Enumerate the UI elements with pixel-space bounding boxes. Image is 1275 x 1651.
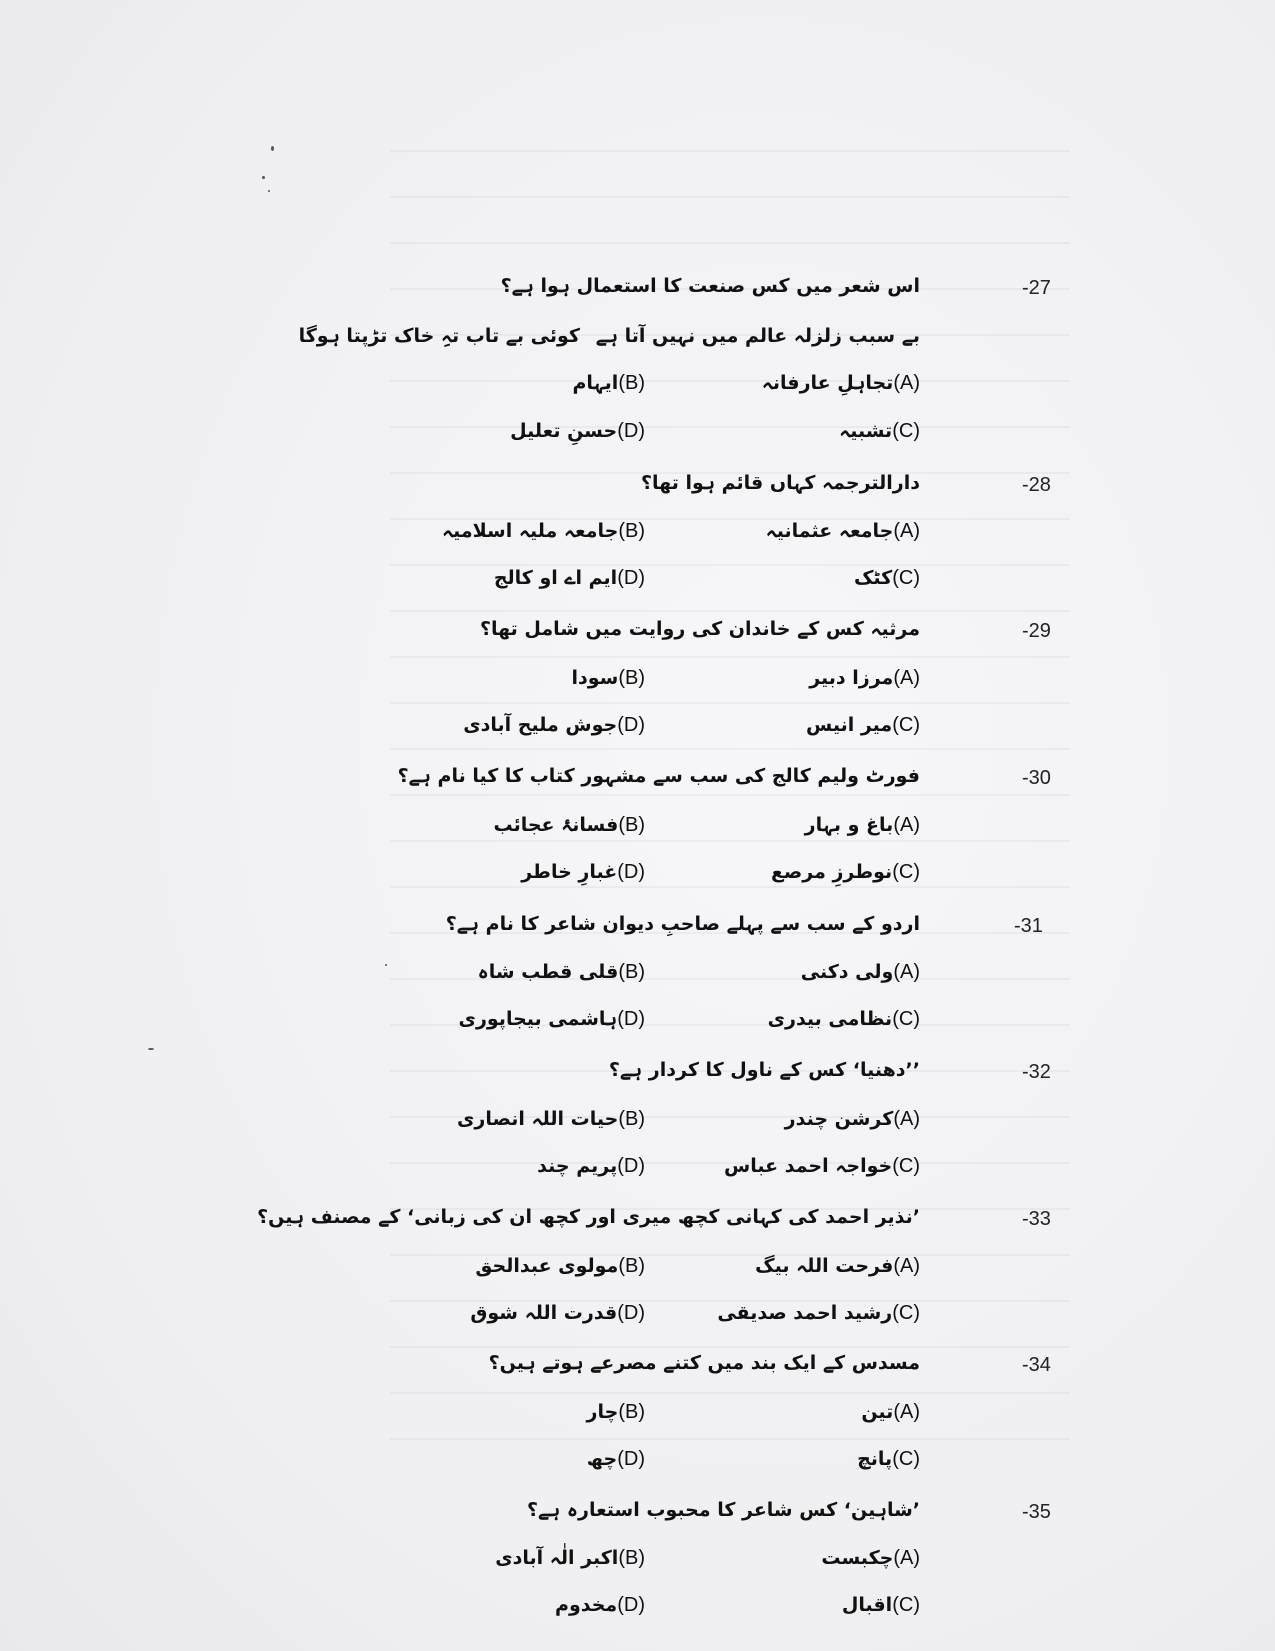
option-text: ایہام [572,372,619,394]
option-letter: (C) [892,1594,920,1616]
option-letter: (D) [617,420,645,442]
option-d [459,1008,645,1031]
option-text: مولوی عبدالحق [475,1255,619,1277]
option-a [821,1547,920,1570]
question-text: ’شاہین‘ کس شاعر کا محبوب استعارہ ہے؟ [526,1499,920,1521]
option-text: جامعہ ملیہ اسلامیہ [441,520,619,542]
option-letter: (A) [893,1108,920,1130]
option-a [755,1255,920,1278]
option-text: پریم چند [537,1155,618,1177]
option-letter: (D) [617,1155,645,1177]
scan-speck [268,190,270,192]
option-b [587,1401,645,1424]
option-a [805,814,920,837]
option-b [442,520,645,543]
option-letter: (A) [893,372,920,394]
option-text: کرشن چندر [784,1108,894,1130]
option-letter: (D) [617,861,645,883]
option-d [463,714,645,737]
option-b [493,814,645,837]
option-b [571,667,645,690]
option-text: سودا [571,667,619,689]
option-letter: (A) [893,1401,920,1423]
question-text: دارالترجمہ کہاں قائم ہوا تھا؟ [641,472,920,494]
question-number: -27 [1022,277,1051,299]
option-letter: (C) [892,420,920,442]
option-text: خواجہ احمد عباس [724,1155,893,1177]
option-text: تجاہلِ عارفانہ [761,372,894,394]
option-d [521,861,645,884]
option-text: فسانۂ عجائب [493,814,619,836]
option-c [842,1594,920,1617]
option-letter: (C) [892,1448,920,1470]
verse-second-line: کوئی بے تاب تہِ خاک تڑپتا ہوگا [298,325,580,347]
option-text: جوش ملیح آبادی [463,714,618,736]
question-text: مرثیہ کس کے خاندان کی روایت میں شامل تھا؟ [479,618,920,640]
option-d [510,420,645,443]
question-text: ’نذیر احمد کی کہانی کچھ میری اور کچھ ان کی زبانی‘ کے مصنف ہیں؟ [257,1206,920,1228]
option-text: تشبیہ [839,420,893,442]
option-a [861,1401,920,1424]
option-a [809,667,920,690]
scan-speck [271,146,274,151]
option-text: ولی دکنی [800,961,894,983]
option-text: حسنِ تعلیل [510,420,618,442]
option-a [785,1108,920,1131]
option-b [478,961,645,984]
option-text: پانچ [857,1448,893,1470]
option-text: کٹک [853,567,893,589]
option-c [839,420,920,443]
option-letter: (D) [617,1448,645,1470]
verse-first-line: بے سبب زلزلہ عالم میں نہیں آتا ہے [595,325,920,347]
option-d [494,567,645,590]
option-text: اکبر الٰہ آبادی [495,1547,619,1569]
option-a [801,961,920,984]
option-b [457,1108,645,1131]
option-letter: (B) [618,1255,645,1277]
question-number: -33 [1022,1208,1051,1230]
option-letter: (A) [893,814,920,836]
option-d [587,1448,645,1471]
question-number: -31 [1014,915,1043,937]
option-letter: (B) [618,1108,645,1130]
option-c [857,1448,920,1471]
question-number: -30 [1022,767,1051,789]
option-text: ایم اے او کالج [493,567,618,589]
option-text: حیات اللہ انصاری [457,1108,619,1130]
option-a [766,520,920,543]
option-letter: (B) [618,1547,645,1569]
option-text: نوطرزِ مرصع [770,861,893,883]
scan-speck [148,1048,154,1050]
option-text: چار [586,1401,619,1423]
option-letter: (D) [617,1008,645,1030]
option-c [768,1008,920,1031]
option-c [806,714,920,737]
option-b [475,1255,645,1278]
option-text: چھ [586,1448,618,1470]
scan-speck [262,176,265,179]
option-letter: (C) [892,1302,920,1324]
option-letter: (B) [618,961,645,983]
scan-speck [385,964,387,966]
option-text: قلی قطب شاہ [477,961,619,983]
option-letter: (B) [618,520,645,542]
option-text: مرزا دبیر [809,667,894,689]
option-text: اقبال [841,1594,893,1616]
option-c [717,1302,920,1325]
option-text: رشید احمد صدیقی [717,1302,893,1324]
option-text: تین [861,1401,894,1423]
option-text: نظامی بیدری [767,1008,893,1030]
option-letter: (A) [893,961,920,983]
question-text: ’’دھنیا‘ کس کے ناول کا کردار ہے؟ [608,1059,920,1081]
option-letter: (C) [892,1155,920,1177]
option-d [555,1594,645,1617]
option-letter: (C) [892,567,920,589]
option-letter: (D) [617,1302,645,1324]
option-text: چکبست [821,1547,894,1569]
option-c [724,1155,920,1178]
question-text: فورٹ ولیم کالج کی سب سے مشہور کتاب کا کیا نام ہے؟ [397,765,920,787]
question-number: -35 [1022,1501,1051,1523]
option-letter: (D) [617,1594,645,1616]
question-number: -34 [1022,1354,1051,1376]
question-number: -28 [1022,474,1051,496]
option-d [537,1155,645,1178]
question-number: -29 [1022,620,1051,642]
option-b [495,1547,645,1570]
option-c [854,567,920,590]
question-text: مسدس کے ایک بند میں کتنے مصرعے ہوتے ہیں؟ [488,1352,920,1374]
option-d [470,1302,645,1325]
option-text: فرحت اللہ بیگ [755,1255,894,1277]
option-letter: (D) [617,567,645,589]
option-letter: (C) [892,714,920,736]
option-a [762,372,920,395]
option-text: غبارِ خاطر [521,861,618,883]
option-b [572,372,645,395]
option-text: میر انیس [805,714,893,736]
option-letter: (A) [893,520,920,542]
question-number: -32 [1022,1061,1051,1083]
option-c [771,861,920,884]
option-letter: (A) [893,1547,920,1569]
option-letter: (D) [617,714,645,736]
option-text: جامعہ عثمانیہ [765,520,894,542]
question-text: اردو کے سب سے پہلے صاحبِ دیوان شاعر کا نام ہے؟ [445,913,920,935]
option-letter: (C) [892,861,920,883]
option-text: باغ و بہار [804,814,894,836]
option-letter: (A) [893,1255,920,1277]
option-letter: (B) [618,814,645,836]
option-letter: (C) [892,1008,920,1030]
option-text: قدرت اللہ شوق [470,1302,618,1324]
option-text: مخدوم [555,1594,618,1616]
option-letter: (B) [618,1401,645,1423]
option-letter: (B) [618,372,645,394]
question-text: اس شعر میں کس صنعت کا استعمال ہوا ہے؟ [500,275,920,297]
option-letter: (B) [618,667,645,689]
option-text: ہاشمی بیجاپوری [458,1008,618,1030]
option-letter: (A) [893,667,920,689]
